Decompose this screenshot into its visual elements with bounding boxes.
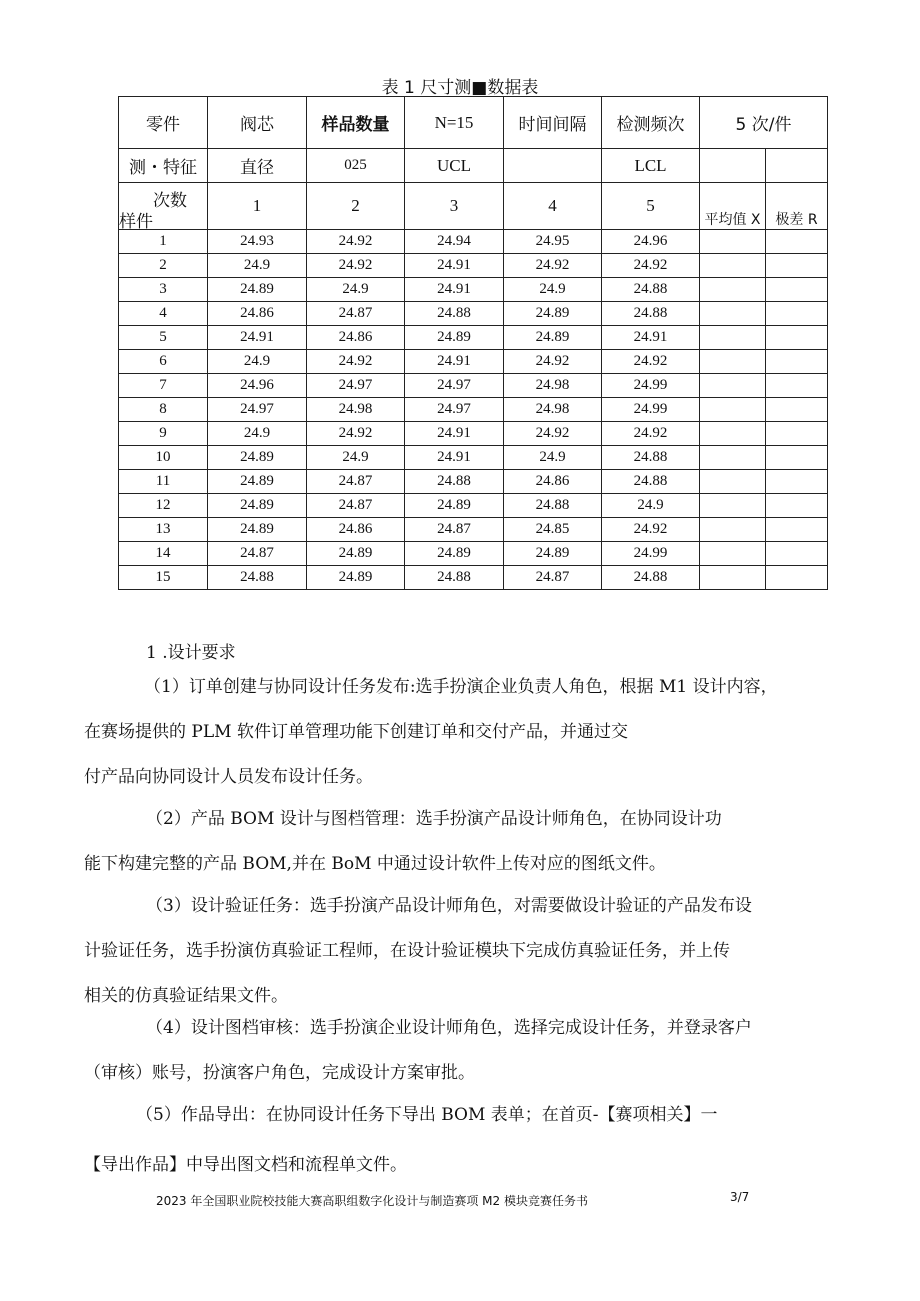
paragraph-line: （5）作品导出：在协同设计任务下导出 BOM 表单；在首页-【赛项相关】一 xyxy=(136,1105,718,1125)
header-cell: 直径 xyxy=(208,149,307,183)
measurement-cell: 24.96 xyxy=(208,374,307,398)
average-cell xyxy=(700,494,766,518)
table-row xyxy=(119,494,828,518)
table-row xyxy=(119,470,828,494)
header-row-1 xyxy=(119,97,828,149)
paragraph xyxy=(84,1013,894,1103)
sample-number-cell: 9 xyxy=(119,422,208,446)
table-row xyxy=(119,446,828,470)
range-cell xyxy=(766,350,828,374)
range-cell xyxy=(766,230,828,254)
measurement-cell: 24.9 xyxy=(307,446,405,470)
range-cell xyxy=(766,278,828,302)
measurement-cell: 24.87 xyxy=(307,302,405,326)
header-cell: 零件 xyxy=(119,97,208,149)
average-cell xyxy=(700,422,766,446)
average-cell xyxy=(700,230,766,254)
measurement-cell: 24.97 xyxy=(307,374,405,398)
measurement-cell: 24.9 xyxy=(504,446,602,470)
sample-number-cell: 12 xyxy=(119,494,208,518)
measurement-cell: 24.9 xyxy=(208,350,307,374)
sample-number-cell: 3 xyxy=(119,278,208,302)
measurement-cell: 24.91 xyxy=(405,254,504,278)
average-cell xyxy=(700,398,766,422)
header-cell: 025 xyxy=(307,149,405,183)
range-cell xyxy=(766,254,828,278)
measurement-cell: 24.91 xyxy=(405,446,504,470)
paragraph-line: （审核）账号，扮演客户角色，完成设计方案审批。 xyxy=(84,1063,475,1083)
range-cell xyxy=(766,446,828,470)
average-cell xyxy=(700,326,766,350)
measurement-cell: 24.88 xyxy=(504,494,602,518)
sample-number-cell: 15 xyxy=(119,566,208,590)
measurement-cell: 24.88 xyxy=(602,446,700,470)
measurement-cell: 24.96 xyxy=(602,230,700,254)
paragraph xyxy=(84,804,894,894)
table-row xyxy=(119,566,828,590)
table-row xyxy=(119,230,828,254)
measurement-cell: 24.89 xyxy=(208,494,307,518)
header-cell: 阀芯 xyxy=(208,97,307,149)
average-cell xyxy=(700,566,766,590)
paragraph-line: 在赛场提供的 PLM 软件订单管理功能下创建订单和交付产品，并通过交 xyxy=(84,722,628,742)
measurement-cell: 24.89 xyxy=(405,542,504,566)
sample-number-cell: 7 xyxy=(119,374,208,398)
measurement-cell: 24.88 xyxy=(602,470,700,494)
measurement-cell: 24.87 xyxy=(405,518,504,542)
range-cell xyxy=(766,326,828,350)
measurement-cell: 24.97 xyxy=(405,374,504,398)
sample-number-cell: 14 xyxy=(119,542,208,566)
paragraph-line: 相关的仿真验证结果文件。 xyxy=(84,986,288,1006)
measurement-data-table xyxy=(118,96,828,590)
header-cell: LCL xyxy=(602,149,700,183)
count-label: 次数 xyxy=(153,191,187,211)
average-cell xyxy=(700,278,766,302)
range-header-cell: 极差 R xyxy=(766,183,828,230)
table-row xyxy=(119,302,828,326)
measurement-cell: 24.98 xyxy=(307,398,405,422)
measurement-cell: 24.99 xyxy=(602,374,700,398)
measurement-cell: 24.89 xyxy=(208,470,307,494)
sample-number-cell: 13 xyxy=(119,518,208,542)
paragraph-line: （1）订单创建与协同设计任务发布:选手扮演企业负责人角色，根据 M1 设计内容， xyxy=(144,677,778,697)
measurement-cell: 24.95 xyxy=(504,230,602,254)
measurement-cell: 24.92 xyxy=(307,422,405,446)
average-cell xyxy=(700,374,766,398)
measurement-cell: 24.89 xyxy=(307,542,405,566)
page-number: 3/7 xyxy=(730,1190,750,1204)
measurement-cell: 24.92 xyxy=(602,254,700,278)
measurement-cell: 24.85 xyxy=(504,518,602,542)
range-cell xyxy=(766,422,828,446)
header-cell: N=15 xyxy=(405,97,504,149)
measurement-cell: 24.88 xyxy=(405,470,504,494)
measurement-cell: 24.89 xyxy=(405,494,504,518)
measurement-cell: 24.89 xyxy=(208,518,307,542)
range-cell xyxy=(766,518,828,542)
measurement-cell: 24.86 xyxy=(307,326,405,350)
average-cell xyxy=(700,470,766,494)
header-cell: 检测频次 xyxy=(602,97,700,149)
table-row xyxy=(119,326,828,350)
measurement-cell: 24.91 xyxy=(405,278,504,302)
table-row xyxy=(119,254,828,278)
header-cell xyxy=(700,149,766,183)
measurement-cell: 24.92 xyxy=(307,350,405,374)
table-row xyxy=(119,278,828,302)
measurement-cell: 24.94 xyxy=(405,230,504,254)
sample-number-cell: 10 xyxy=(119,446,208,470)
range-cell xyxy=(766,470,828,494)
paragraph-line: 付产品向协同设计人员发布设计任务。 xyxy=(84,767,373,787)
measurement-cell: 24.89 xyxy=(504,326,602,350)
measurement-cell: 24.99 xyxy=(602,542,700,566)
measurement-cell: 24.92 xyxy=(602,518,700,542)
data-rows xyxy=(119,230,828,590)
measurement-cell: 24.92 xyxy=(504,350,602,374)
measurement-cell: 24.9 xyxy=(602,494,700,518)
measurement-cell: 24.88 xyxy=(208,566,307,590)
header-cell: 时间间隔 xyxy=(504,97,602,149)
measurement-cell: 24.87 xyxy=(208,542,307,566)
sample-number-cell: 2 xyxy=(119,254,208,278)
header-cell: 3 xyxy=(405,183,504,230)
table-caption: 表 1 尺寸测■数据表 xyxy=(381,78,539,98)
diagonal-header-cell xyxy=(119,183,208,230)
header-cell: 2 xyxy=(307,183,405,230)
measurement-cell: 24.89 xyxy=(405,326,504,350)
average-cell xyxy=(700,302,766,326)
measurement-cell: 24.87 xyxy=(504,566,602,590)
sample-number-cell: 11 xyxy=(119,470,208,494)
measurement-cell: 24.92 xyxy=(602,422,700,446)
header-cell: 5 次/件 xyxy=(700,97,828,149)
header-cell: UCL xyxy=(405,149,504,183)
measurement-cell: 24.86 xyxy=(208,302,307,326)
average-cell xyxy=(700,518,766,542)
measurement-cell: 24.97 xyxy=(208,398,307,422)
sample-label: 样件 xyxy=(119,212,153,230)
average-cell xyxy=(700,350,766,374)
table-row xyxy=(119,374,828,398)
header-cell: 4 xyxy=(504,183,602,230)
measurement-cell: 24.93 xyxy=(208,230,307,254)
measurement-cell: 24.92 xyxy=(504,422,602,446)
paragraph-line: 【导出作品】中导出图文档和流程单文件。 xyxy=(84,1155,407,1175)
header-cell: 测・特征 xyxy=(119,149,208,183)
range-cell xyxy=(766,398,828,422)
measurement-cell: 24.99 xyxy=(602,398,700,422)
measurement-cell: 24.9 xyxy=(208,422,307,446)
measurement-cell: 24.89 xyxy=(307,566,405,590)
range-cell xyxy=(766,494,828,518)
sample-number-cell: 4 xyxy=(119,302,208,326)
paragraph xyxy=(84,672,894,807)
header-cell xyxy=(766,149,828,183)
measurement-cell: 24.89 xyxy=(504,542,602,566)
header-cell xyxy=(504,149,602,183)
paragraph-line: 计验证任务，选手扮演仿真验证工程师，在设计验证模块下完成仿真验证任务，并上传 xyxy=(84,941,730,961)
range-cell xyxy=(766,542,828,566)
table-row xyxy=(119,542,828,566)
paragraph-line: （2）产品 BOM 设计与图档管理：选手扮演产品设计师角色，在协同设计功 xyxy=(146,809,722,829)
average-header-cell: 平均值 X xyxy=(700,183,766,230)
measurement-cell: 24.87 xyxy=(307,470,405,494)
measurement-cell: 24.9 xyxy=(307,278,405,302)
header-cell: 1 xyxy=(208,183,307,230)
footer-text: 2023 年全国职业院校技能大赛高职组数字化设计与制造赛项 M2 模块竞赛任务书 xyxy=(156,1194,588,1208)
measurement-cell: 24.91 xyxy=(208,326,307,350)
measurement-cell: 24.92 xyxy=(504,254,602,278)
table-row xyxy=(119,350,828,374)
range-cell xyxy=(766,302,828,326)
paragraph-line: （4）设计图档审核：选手扮演企业设计师角色，选择完成设计任务，并登录客户 xyxy=(146,1018,752,1038)
sample-number-cell: 5 xyxy=(119,326,208,350)
measurement-cell: 24.88 xyxy=(602,566,700,590)
measurement-cell: 24.98 xyxy=(504,374,602,398)
sample-number-cell: 1 xyxy=(119,230,208,254)
measurement-cell: 24.92 xyxy=(307,230,405,254)
header-row-2 xyxy=(119,149,828,183)
table-row xyxy=(119,422,828,446)
header-cell: 样品数量 xyxy=(307,97,405,149)
measurement-cell: 24.88 xyxy=(602,278,700,302)
measurement-cell: 24.87 xyxy=(307,494,405,518)
measurement-cell: 24.92 xyxy=(307,254,405,278)
range-cell xyxy=(766,566,828,590)
measurement-cell: 24.86 xyxy=(504,470,602,494)
sample-number-cell: 6 xyxy=(119,350,208,374)
measurement-cell: 24.9 xyxy=(208,254,307,278)
measurement-cell: 24.88 xyxy=(405,302,504,326)
paragraph-line: 能下构建完整的产品 BOM,并在 BoM 中通过设计软件上传对应的图纸文件。 xyxy=(84,854,666,874)
measurement-cell: 24.89 xyxy=(504,302,602,326)
measurement-cell: 24.88 xyxy=(405,566,504,590)
paragraph-line: （3）设计验证任务：选手扮演产品设计师角色，对需要做设计验证的产品发布设 xyxy=(146,896,752,916)
measurement-cell: 24.88 xyxy=(602,302,700,326)
table-row xyxy=(119,518,828,542)
header-row-3 xyxy=(119,183,828,230)
average-cell xyxy=(700,542,766,566)
measurement-cell: 24.91 xyxy=(405,422,504,446)
measurement-cell: 24.89 xyxy=(208,446,307,470)
sample-number-cell: 8 xyxy=(119,398,208,422)
measurement-cell: 24.9 xyxy=(504,278,602,302)
measurement-cell: 24.91 xyxy=(602,326,700,350)
measurement-cell: 24.98 xyxy=(504,398,602,422)
section-title: 1 .设计要求 xyxy=(146,643,236,663)
measurement-cell: 24.86 xyxy=(307,518,405,542)
measurement-cell: 24.91 xyxy=(405,350,504,374)
measurement-cell: 24.89 xyxy=(208,278,307,302)
table-row xyxy=(119,398,828,422)
paragraph xyxy=(84,891,894,1026)
measurement-cell: 24.97 xyxy=(405,398,504,422)
measurement-cell: 24.92 xyxy=(602,350,700,374)
header-cell: 5 xyxy=(602,183,700,230)
range-cell xyxy=(766,374,828,398)
paragraph xyxy=(84,1100,894,1195)
average-cell xyxy=(700,446,766,470)
average-cell xyxy=(700,254,766,278)
